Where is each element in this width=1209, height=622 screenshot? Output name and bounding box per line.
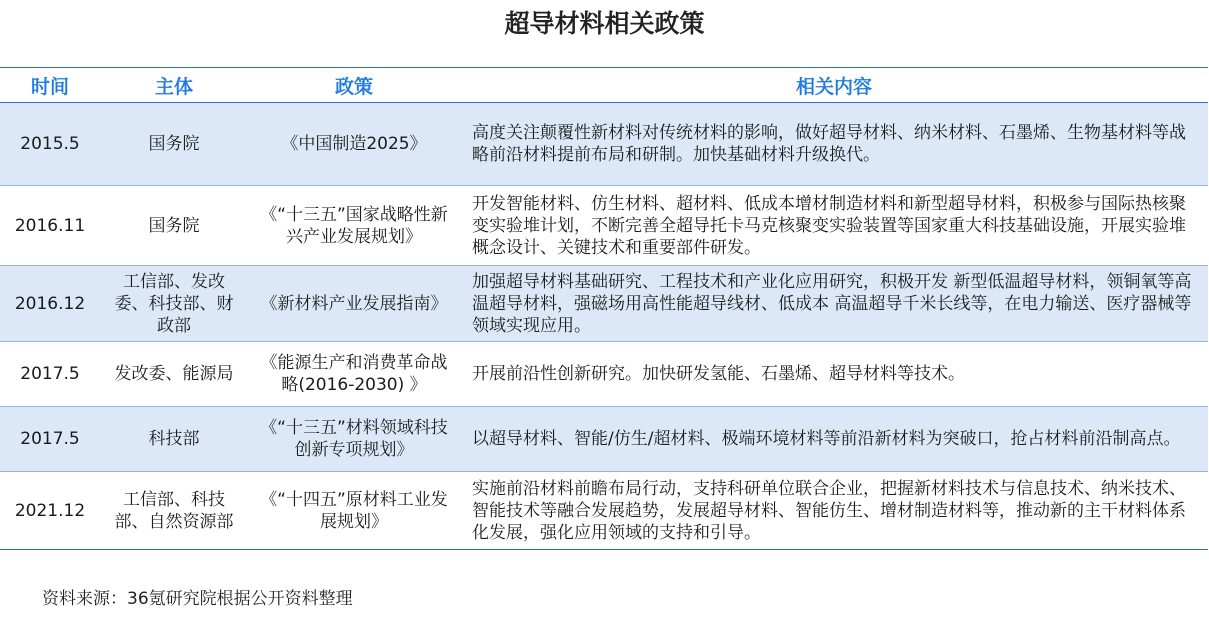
cell-policy: 《“十三五”国家战略性新兴产业发展规划》 <box>248 186 460 266</box>
cell-content: 开展前沿性创新研究。加快研发氢能、石墨烯、超导材料等技术。 <box>460 342 1208 407</box>
cell-content: 加强超导材料基础研究、工程技术和产业化应用研究，积极开发 新型低温超导材料，领铜氧等高温超导材料，强磁场用高性能超导线材、低成本 高温超导千米长线等，在电力输送、医疗器械等领域实现应用。 <box>460 266 1208 342</box>
table-row <box>0 342 1208 407</box>
cell-content: 实施前沿材料前瞻布局行动，支持科研单位联合企业，把握新材料技术与信息技术、纳米技术、智能技术等融合发展趋势，发展超导材料、智能仿生、增材制造材料等，推动新的主干材料体系化发展，强化应用领域的支持和引导。 <box>460 472 1208 550</box>
cell-subject: 科技部 <box>100 407 248 472</box>
cell-time: 2017.5 <box>0 342 100 407</box>
cell-time: 2016.11 <box>0 186 100 266</box>
cell-subject: 国务院 <box>100 186 248 266</box>
cell-policy: 《“十三五”材料领域科技创新专项规划》 <box>248 407 460 472</box>
table-row <box>0 103 1208 186</box>
cell-policy: 《“十四五”原材料工业发展规划》 <box>248 472 460 550</box>
cell-subject: 发改委、能源局 <box>100 342 248 407</box>
source-note: 资料来源：36氪研究院根据公开资料整理 <box>42 589 353 609</box>
cell-content: 高度关注颠覆性新材料对传统材料的影响，做好超导材料、纳米材料、石墨烯、生物基材料等战略前沿材料提前布局和研制。加快基础材料升级换代。 <box>460 103 1208 186</box>
header-subject: 主体 <box>100 68 248 103</box>
table-row <box>0 407 1208 472</box>
header-policy: 政策 <box>248 68 460 103</box>
policy-table <box>0 67 1208 550</box>
table-row <box>0 266 1208 342</box>
cell-policy: 《中国制造2025》 <box>248 103 460 186</box>
table-row <box>0 186 1208 266</box>
cell-time: 2016.12 <box>0 266 100 342</box>
cell-policy: 《新材料产业发展指南》 <box>248 266 460 342</box>
cell-time: 2021.12 <box>0 472 100 550</box>
cell-time: 2015.5 <box>0 103 100 186</box>
cell-time: 2017.5 <box>0 407 100 472</box>
cell-subject: 工信部、科技部、自然资源部 <box>100 472 248 550</box>
page-title: 超导材料相关政策 <box>504 9 705 38</box>
table-header-row <box>0 68 1208 103</box>
header-time: 时间 <box>0 68 100 103</box>
cell-content: 开发智能材料、仿生材料、超材料、低成本增材制造材料和新型超导材料，积极参与国际热核聚变实验堆计划，不断完善全超导托卡马克核聚变实验装置等国家重大科技基础设施，开展实验堆概念设计、关键技术和重要部件研发。 <box>460 186 1208 266</box>
table-row <box>0 472 1208 550</box>
cell-subject: 国务院 <box>100 103 248 186</box>
cell-subject: 工信部、发改委、科技部、财政部 <box>100 266 248 342</box>
cell-policy: 《能源生产和消费革命战略(2016-2030) 》 <box>248 342 460 407</box>
cell-content: 以超导材料、智能/仿生/超材料、极端环境材料等前沿新材料为突破口，抢占材料前沿制高点。 <box>460 407 1208 472</box>
header-content: 相关内容 <box>460 68 1208 103</box>
